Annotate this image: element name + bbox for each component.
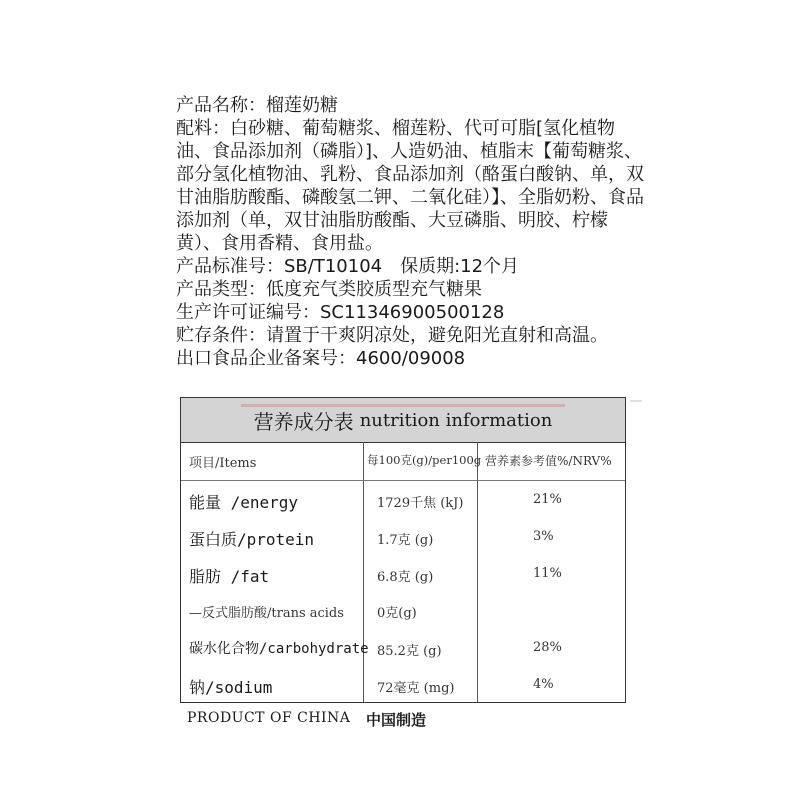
row-item: 钠/sodium (189, 678, 273, 697)
column-header-items: 项目/Items (189, 456, 257, 471)
standard-and-shelf-life: 产品标准号：SB/T10104 保质期:12个月 (176, 256, 520, 277)
origin-cn: 中国制造 (366, 711, 427, 729)
column-divider (477, 442, 478, 702)
row-nrv: 3% (533, 529, 554, 544)
row-amount: 72毫克 (mg) (377, 681, 455, 696)
row-item: 蛋白质/protein (189, 530, 315, 549)
row-nrv: 11% (533, 566, 562, 581)
nutrition-title-zh: 营养成分表 (253, 409, 354, 434)
origin-en: PRODUCT OF CHINA (187, 710, 351, 726)
ingredients-text: 配料：白砂糖、葡萄糖浆、榴莲粉、代可可脂[氢化植物油、食品添加剂（磷脂）]、人造奶油、植脂末【葡萄糖浆、部分氢化植物油、乳粉、食品添加剂（酪蛋白酸钠、单，双甘油脂肪酸酯、磷酸氢二钾、二氧化硅）】、全脂奶粉、食品添加剂（单，双甘油脂肪酸酯、大豆磷脂、明胶、柠檬黄）、食用香精、食用盐。 (176, 118, 644, 254)
row-item: —反式脂肪酸/trans acids (189, 606, 344, 621)
storage-conditions: 贮存条件：请置于干爽阴凉处，避免阳光直射和高温。 (176, 325, 608, 346)
production-license: 生产许可证编号：SC11346900500128 (176, 302, 505, 323)
export-registration: 出口食品企业备案号：4600/09008 (176, 348, 466, 369)
header-row-divider (181, 480, 625, 481)
row-nrv: 28% (533, 640, 562, 655)
row-item: 脂肪 /fat (189, 567, 270, 586)
row-amount: 1.7克 (g) (377, 533, 434, 548)
column-header-nrv: 营养素参考值%/NRV% (485, 454, 612, 468)
product-name: 产品名称：榴莲奶糖 (176, 95, 338, 116)
edge-mark (630, 400, 642, 402)
column-divider (363, 442, 364, 702)
nutrition-table (180, 397, 626, 703)
row-item: 能量 /energy (189, 493, 299, 512)
row-amount: 1729千焦 (kJ) (377, 496, 464, 511)
row-nrv: 4% (533, 677, 554, 692)
row-nrv: 21% (533, 492, 562, 507)
nutrition-title-en: nutrition information (359, 409, 553, 431)
header-smear (241, 404, 565, 407)
column-header-per100g: 每100克(g)/per100g (367, 453, 482, 467)
row-item: 碳水化合物/carbohydrate (189, 641, 369, 657)
product-info (176, 94, 646, 370)
row-amount: 0克(g) (377, 606, 417, 621)
product-type: 产品类型：低度充气类胶质型充气糖果 (176, 279, 482, 300)
row-amount: 85.2克 (g) (377, 644, 442, 659)
nutrition-table-header (181, 398, 625, 443)
origin-footer (187, 710, 427, 729)
row-amount: 6.8克 (g) (377, 570, 434, 585)
